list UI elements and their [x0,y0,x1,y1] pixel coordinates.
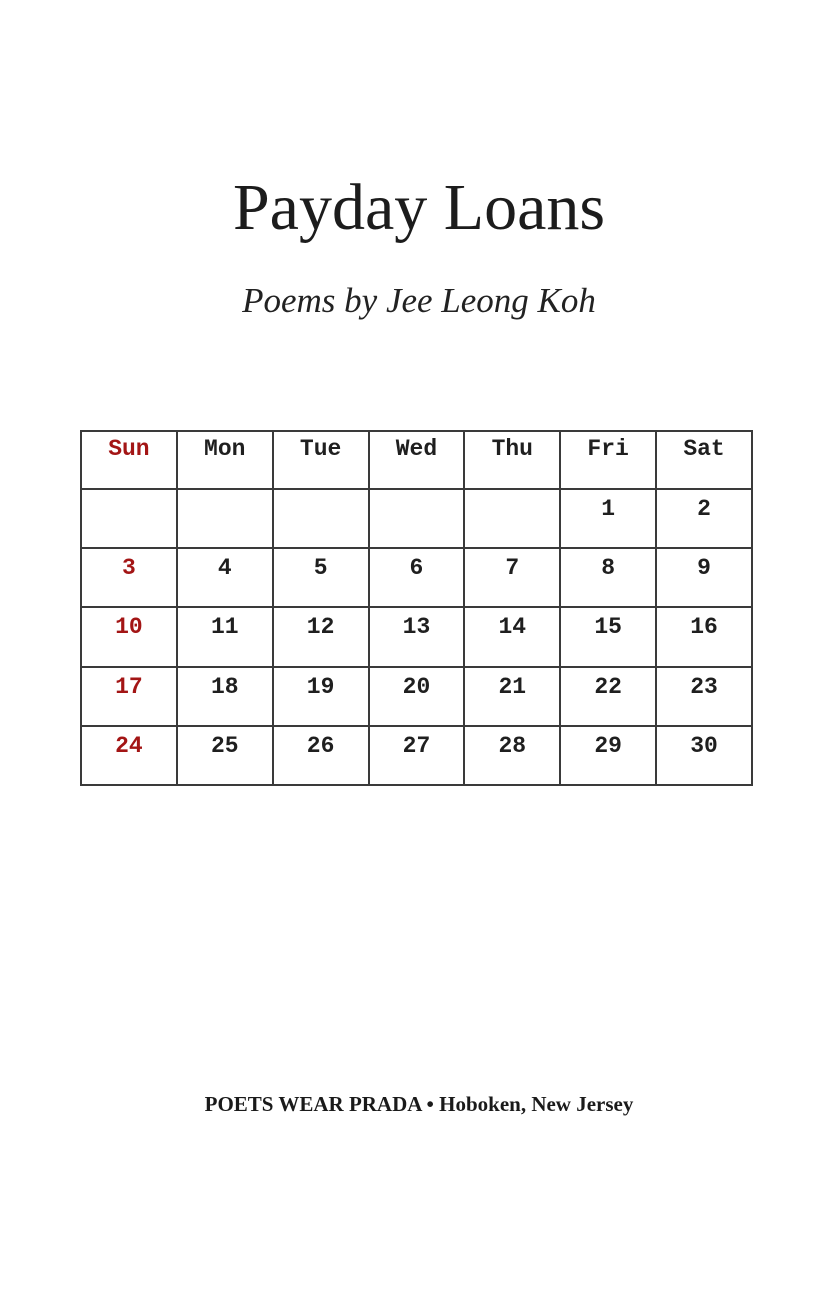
calendar-day-cell: 25 [177,726,273,785]
calendar-day-cell: 28 [464,726,560,785]
calendar-day-cell: 15 [560,607,656,666]
calendar-day-cell: 30 [656,726,752,785]
calendar-day-cell: 7 [464,548,560,607]
day-header-mon: Mon [177,431,273,489]
calendar-day-cell: 18 [177,667,273,726]
calendar-day-cell: 3 [81,548,177,607]
calendar-day-cell: 4 [177,548,273,607]
calendar-day-cell: 10 [81,607,177,666]
calendar-week-row [81,667,752,726]
calendar-day-cell: 16 [656,607,752,666]
calendar-day-cell: 22 [560,667,656,726]
calendar-day-cell [464,489,560,548]
calendar-day-cell: 24 [81,726,177,785]
calendar-day-cell: 29 [560,726,656,785]
day-header-sun: Sun [81,431,177,489]
calendar-day-cell [177,489,273,548]
book-title: Payday Loans [232,171,606,244]
calendar-day-cell: 14 [464,607,560,666]
calendar-day-cell [273,489,369,548]
calendar-day-cell: 20 [369,667,465,726]
publisher-line: POETS WEAR PRADA • Hoboken, New Jersey [204,1092,634,1116]
calendar-week-row [81,726,752,785]
calendar-week-row [81,489,752,548]
calendar-day-cell: 17 [81,667,177,726]
calendar-day-cell: 8 [560,548,656,607]
day-header-wed: Wed [369,431,465,489]
calendar-day-cell: 19 [273,667,369,726]
day-header-sat: Sat [656,431,752,489]
calendar-day-cell: 1 [560,489,656,548]
day-header-tue: Tue [273,431,369,489]
calendar-week-row [81,548,752,607]
calendar-day-cell: 11 [177,607,273,666]
calendar-day-cell: 9 [656,548,752,607]
book-subtitle: Poems by Jee Leong Koh [242,281,596,320]
day-header-fri: Fri [560,431,656,489]
calendar-day-cell: 6 [369,548,465,607]
calendar-header-row [81,431,752,489]
calendar-grid [80,430,753,786]
calendar-week-row [81,607,752,666]
calendar-day-cell: 27 [369,726,465,785]
calendar-day-cell: 12 [273,607,369,666]
calendar-day-cell: 23 [656,667,752,726]
calendar-day-cell [369,489,465,548]
calendar-day-cell: 21 [464,667,560,726]
day-header-thu: Thu [464,431,560,489]
calendar-day-cell: 13 [369,607,465,666]
calendar-day-cell: 2 [656,489,752,548]
calendar-day-cell [81,489,177,548]
calendar-day-cell: 26 [273,726,369,785]
calendar-day-cell: 5 [273,548,369,607]
